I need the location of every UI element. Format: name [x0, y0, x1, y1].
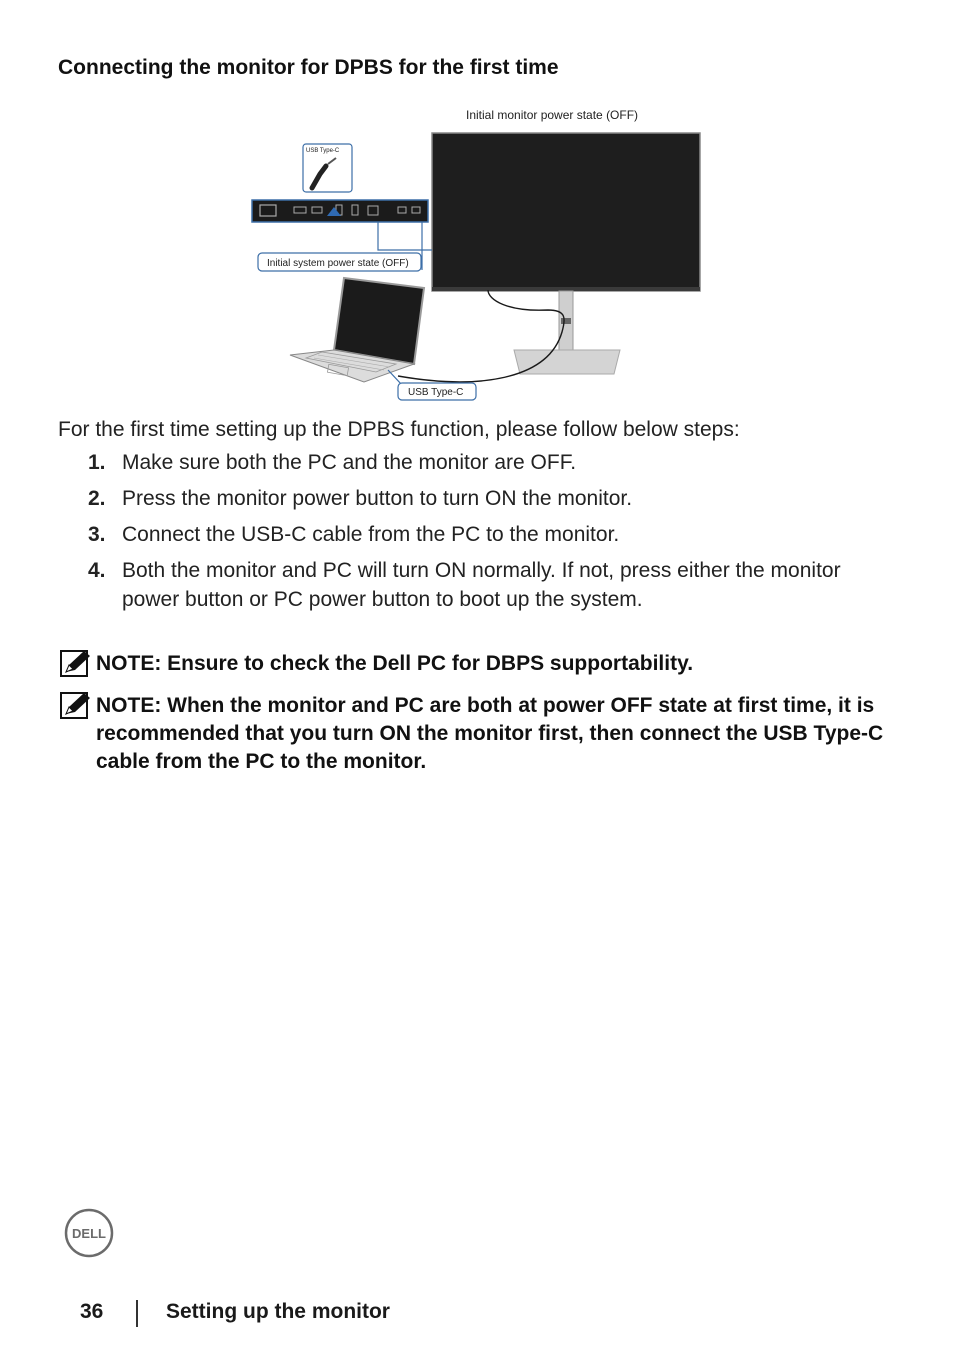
note-pencil-icon — [60, 692, 92, 720]
monitor-power-state-label: Initial monitor power state (OFF) — [466, 108, 639, 122]
step-item — [88, 484, 888, 513]
step-text: Press the monitor power button to turn ON the monitor. — [122, 487, 633, 510]
step-item — [88, 520, 888, 549]
usb-callout-bottom-label: USB Type-C — [408, 387, 464, 398]
setup-steps-list — [88, 448, 888, 621]
note-dbps-support — [60, 650, 900, 678]
intro-text: For the first time setting up the DPBS function, please follow below steps: — [58, 418, 740, 441]
svg-text:DELL: DELL — [72, 1226, 106, 1241]
dell-logo — [64, 1208, 114, 1258]
note-text: NOTE: Ensure to check the Dell PC for DBPS supportability. — [96, 652, 694, 675]
note-pencil-icon — [60, 650, 92, 678]
note-power-sequence — [60, 692, 900, 776]
step-number: 3. — [88, 523, 106, 546]
step-text: Connect the USB-C cable from the PC to the monitor. — [122, 523, 620, 546]
step-text: Both the monitor and PC will turn ON normally. If not, press either the monitor power button or PC power button to boot up the system. — [122, 559, 841, 611]
monitor-stand-base — [514, 350, 620, 374]
step-item — [88, 556, 888, 614]
system-power-state-label: Initial system power state (OFF) — [267, 258, 409, 269]
step-item — [88, 448, 888, 477]
step-number: 4. — [88, 559, 106, 582]
page-number: 36 — [80, 1300, 104, 1323]
step-number: 2. — [88, 487, 106, 510]
step-text: Make sure both the PC and the monitor are OFF. — [122, 451, 577, 474]
connection-diagram — [248, 100, 708, 405]
monitor-screen — [432, 133, 700, 291]
section-heading: Connecting the monitor for DPBS for the first time — [58, 56, 559, 79]
laptop-screen — [334, 278, 424, 364]
note-text: NOTE: When the monitor and PC are both at power OFF state at first time, it is recommended that you turn ON the monitor first, then connect the USB Type-C cable from the PC to the monitor. — [96, 694, 884, 773]
usb-callout-top-label: USB Type-C — [306, 148, 340, 154]
step-number: 1. — [88, 451, 106, 474]
io-port-panel — [252, 200, 428, 222]
footer-divider — [136, 1300, 138, 1327]
footer-section-title: Setting up the monitor — [166, 1300, 390, 1323]
